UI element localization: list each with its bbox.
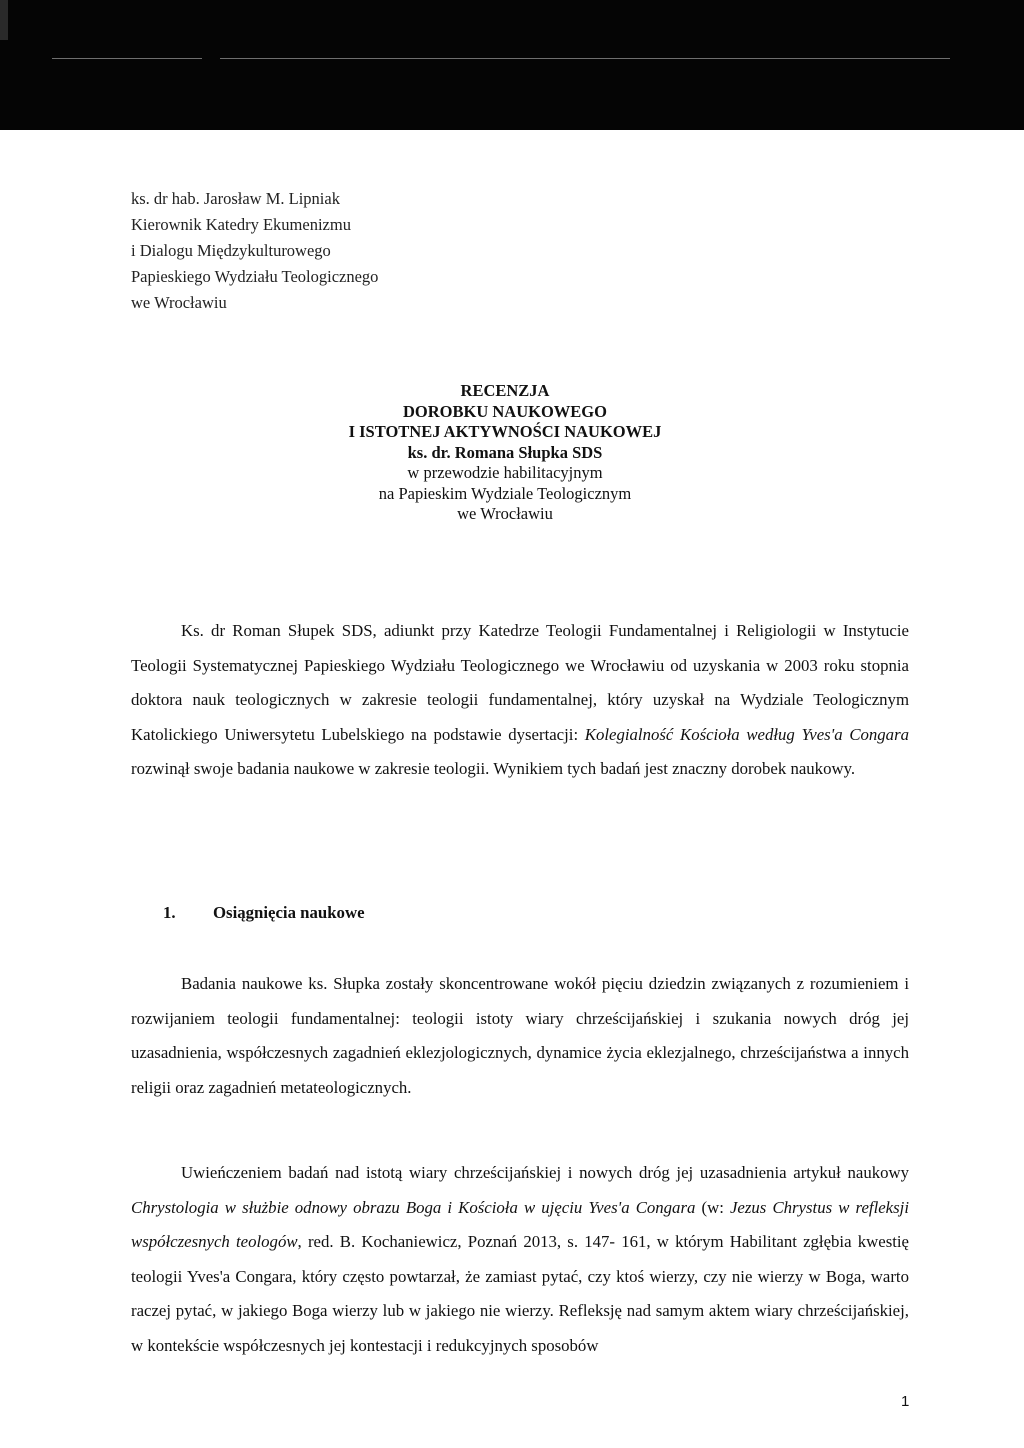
title-line: DOROBKU NAUKOWEGO xyxy=(403,401,607,421)
title-line: ks. dr. Romana Słupka SDS xyxy=(407,442,603,462)
paragraph-text: rozwinął swoje badania naukowe w zakresie teologii. Wynikiem tych badań jest znaczny dorobek naukowy. xyxy=(131,759,856,778)
section-number: 1. xyxy=(163,903,176,922)
paragraph-intro xyxy=(131,614,909,787)
author-line: Kierownik Katedry Ekumenizmu xyxy=(131,215,351,234)
author-line: Papieskiego Wydziału Teologicznego xyxy=(131,267,379,286)
paragraph-article xyxy=(131,1156,909,1363)
title-line: we Wrocławiu xyxy=(457,504,553,523)
paragraph-text: , red. B. Kochaniewicz, Poznań 2013, s. 147- 161, w którym Habilitant zgłębia kwestię teologii Yves'a Congara, który często powtarzał, że zamiast pytać, czy ktoś wierzy, czy nie wierzy w Boga, warto raczej pytać, w jakiego Boga wierzy lub w jakiego nie wierzy. Refleksję nad samym aktem wiary chrześcijańskiej, w kontekście współczesnych jej kontestacji i redukcyjnych sposobów xyxy=(131,1232,909,1355)
author-block xyxy=(131,186,378,316)
author-line: i Dialogu Międzykulturowego xyxy=(131,241,331,260)
book-title: Jezus Chrystus w refleksji współczesnych teologów xyxy=(131,1197,909,1251)
title-line: RECENZJA xyxy=(460,381,550,400)
author-line: we Wrocławiu xyxy=(131,293,227,312)
paragraph-research xyxy=(131,967,909,1105)
scan-dark-border xyxy=(0,0,1024,130)
author-line: ks. dr hab. Jarosław M. Lipniak xyxy=(131,189,340,208)
scan-rule-right xyxy=(220,58,950,59)
dissertation-title: Kolegialność Kościoła według Yves'a Congara xyxy=(584,724,909,744)
paragraph-text: (w: xyxy=(695,1197,730,1217)
section-heading xyxy=(163,903,365,923)
section-title: Osiągnięcia naukowe xyxy=(213,903,365,922)
article-title: Chrystologia w służbie odnowy obrazu Boga i Kościoła w ujęciu Yves'a Congara xyxy=(131,1197,696,1217)
title-line: w przewodzie habilitacyjnym xyxy=(407,463,603,482)
scan-edge-mark xyxy=(0,0,8,40)
title-line: I ISTOTNEJ AKTYWNOŚCI NAUKOWEJ xyxy=(348,422,662,441)
paragraph-text: Uwieńczeniem badań nad istotą wiary chrześcijańskiej i nowych dróg jej uzasadnienia artykuł naukowy xyxy=(181,1163,909,1182)
page-number: 1 xyxy=(901,1393,910,1410)
title-line: na Papieskim Wydziale Teologicznym xyxy=(378,483,632,503)
review-title xyxy=(250,381,760,525)
paragraph-text: Ks. dr Roman Słupek SDS, adiunkt przy Katedrze Teologii Fundamentalnej i Religiologii w Instytucie Teologii Systematycznej Papieskiego Wydziału Teologicznego we Wrocławiu od uzyskania w 2003 roku stopnia doktora nauk teologicznych w zakresie teologii fundamentalnej, który uzyskał na Wydziale Teologicznym Katolickiego Uniwersytetu Lubelskiego na podstawie dysertacji: xyxy=(131,621,909,744)
paragraph-text: Badania naukowe ks. Słupka zostały skoncentrowane wokół pięciu dziedzin związanych z rozumieniem i rozwijaniem teologii fundamentalnej: teologii istoty wiary chrześcijańskiej i szukania nowych dróg jej uzasadnienia, współczesnych zagadnień eklezjologicznych, dynamice życia eklezjalnego, chrześcijaństwa a innych religii oraz zagadnień metateologicznych. xyxy=(131,974,909,1097)
scan-rule-left xyxy=(52,58,202,59)
